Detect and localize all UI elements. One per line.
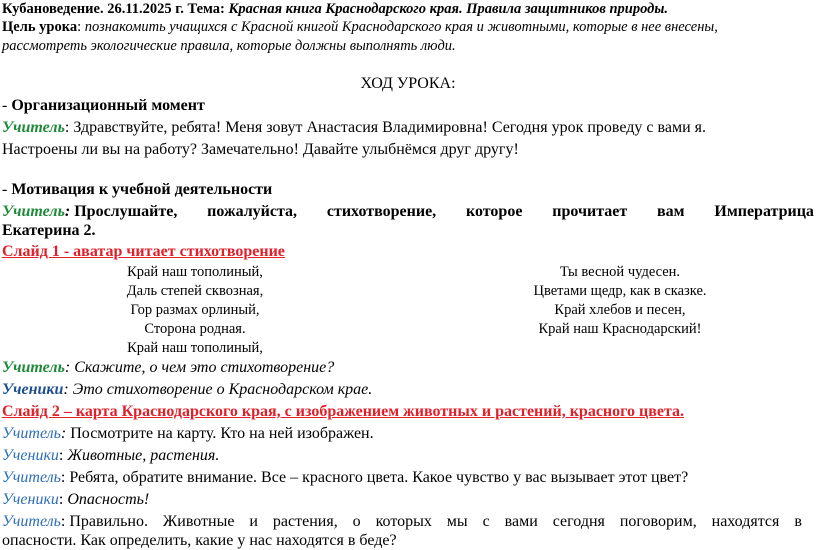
dialog2-line-6: опасности. Как определить, какие у нас находятся в беде? <box>2 532 397 549</box>
section1-heading <box>2 96 205 115</box>
poem-line: Край наш Краснодарский! <box>538 321 702 337</box>
poem-line: Край хлебов и песен, <box>554 302 686 318</box>
poem-line: Край наш тополиный, <box>127 264 263 280</box>
word: которых <box>375 513 432 530</box>
goal-text-2: рассмотреть экологические правила, которые должны выполнять люди. <box>2 38 456 54</box>
dialog1-teacher-line <box>2 358 334 377</box>
poem-line: Сторона родная. <box>144 321 246 337</box>
dialog2-t2-text: : Ребята, обратите внимание. Все – красного цвета. Какое чувство у вас вызывает этот цвет? <box>60 469 689 486</box>
dialog1-students-text: : Это стихотворение о Краснодарском крае. <box>63 381 373 398</box>
poem-right-col <box>500 264 740 340</box>
teacher-colon: : <box>64 203 71 220</box>
goal-text-1: познакомить учащихся с Красной книгой Краснодарского края и животными, которые в нее внесены, <box>84 19 718 35</box>
word: вами <box>504 513 538 530</box>
word: сегодня <box>552 513 605 530</box>
dialog2-line-1 <box>2 424 374 443</box>
dialog2-line-3 <box>2 468 688 487</box>
header-subject-date: Кубановедение. 26.11.2025 г. Тема: <box>2 1 229 17</box>
section2-text-2: Екатерина 2. <box>2 222 96 239</box>
goal-line-1 <box>2 19 718 36</box>
section1-dash: - <box>2 97 12 114</box>
teacher-label: Учитель <box>2 359 65 376</box>
poem-line: Край наш тополиный, <box>127 340 263 356</box>
word: с <box>482 513 490 530</box>
dialog1-students-line <box>2 380 372 399</box>
word: находятся <box>711 513 780 530</box>
teacher-label: Учитель <box>2 203 65 220</box>
word: стихотворение, <box>326 203 437 220</box>
section2-line-1 <box>2 202 814 221</box>
dialog2-s1-text: Животные, растения. <box>67 447 220 464</box>
slide1-caption: Слайд 1 - аватар читает стихотворение <box>2 243 285 260</box>
word: вам <box>657 203 685 220</box>
word: поговорим, <box>619 513 697 530</box>
word: о <box>352 513 361 530</box>
students-label: Ученики <box>2 447 59 464</box>
teacher-label: Учитель <box>2 513 61 530</box>
word: растения, <box>272 513 338 530</box>
students-label: Ученики <box>2 381 64 398</box>
section2-title: Мотивация к учебной деятельности <box>11 181 273 198</box>
section1-text-2: Настроены ли вы на работу? Замечательно! Давайте улыбнёмся друг другу! <box>2 141 519 158</box>
word: и <box>249 513 258 530</box>
word: которое <box>465 203 523 220</box>
dialog1-teacher-text: : Скажите, о чем это стихотворение? <box>64 359 335 376</box>
section2-heading <box>2 180 272 199</box>
teacher-label: Учитель <box>2 119 65 136</box>
poem-line: Ты весной чудесен. <box>559 264 681 280</box>
goal-colon: : <box>77 19 85 35</box>
students-colon: : <box>58 491 68 508</box>
dialog2-line-5 <box>2 512 802 531</box>
poem-line: Цветами щедр, как в сказке. <box>533 283 707 299</box>
section1-title: Организационный момент <box>11 97 205 114</box>
dialog2-line-2 <box>2 446 219 465</box>
word: мы <box>446 513 468 530</box>
word: Прослушайте, <box>74 203 178 220</box>
slide2-caption: Слайд 2 – карта Краснодарского края, с изображением животных и растений, красного цвета. <box>2 403 685 420</box>
poem-line: Даль степей сквозная, <box>126 283 264 299</box>
word: Императрица <box>714 203 814 220</box>
poem-left-col <box>80 264 310 359</box>
section2-dash: - <box>2 181 12 198</box>
students-label: Ученики <box>2 491 59 508</box>
poem-line: Гор размах орлиный, <box>130 302 260 318</box>
word: Животные <box>162 513 235 530</box>
teacher-label: Учитель <box>2 469 61 486</box>
lesson-title: ХОД УРОКА: <box>360 75 456 92</box>
teacher-colon: : <box>60 425 67 442</box>
goal-label: Цель урока <box>2 19 78 35</box>
students-colon: : <box>58 447 68 464</box>
word: прочитает <box>552 203 628 220</box>
word: : Правильно. <box>60 513 148 530</box>
dialog2-line-4 <box>2 490 149 509</box>
dialog2-s2-text: Опасность! <box>67 491 150 508</box>
word: пожалуйста, <box>207 203 298 220</box>
dialog2-t1-text: Посмотрите на карту. Кто на ней изображен. <box>66 425 374 442</box>
section1-text-1: : Здравствуйте, ребята! Меня зовут Анастасия Владимировна! Сегодня урок проведу с вами я. <box>64 119 706 136</box>
teacher-label: Учитель <box>2 425 61 442</box>
header-line <box>2 1 668 18</box>
word: в <box>794 513 802 530</box>
header-topic: Красная книга Краснодарского края. Правила защитников природы. <box>228 1 669 17</box>
section1-line-1 <box>2 118 706 137</box>
